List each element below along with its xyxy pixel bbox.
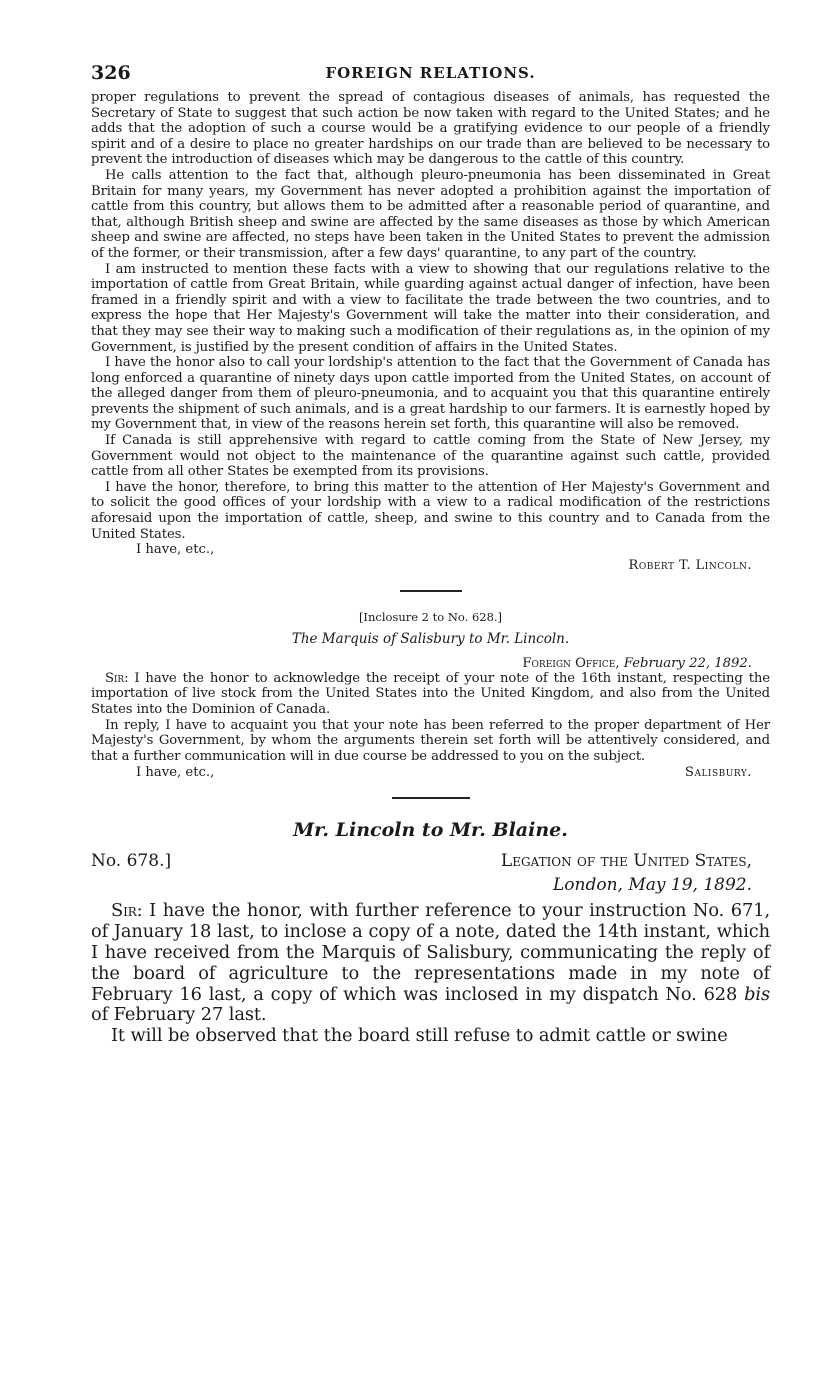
signature: Robert T. Lincoln. — [628, 557, 752, 573]
dispatch-place: Legation of the United States, — [500, 851, 752, 872]
body-paragraph: I have the honor, therefore, to bring this matter to the attention of Her Majesty's Government and to solicit the good offices of your lordship with a view to a radical modification of the restrictions aforesaid upon the importation of cattle, sheep, and swine to this country and to Canada from the United States. — [91, 479, 770, 542]
dispatch-heading — [91, 851, 770, 875]
section-divider — [392, 797, 470, 799]
letter-closing: I have, etc., — [136, 765, 215, 781]
letter-title: The Marquis of Salisbury to Mr. Lincoln. — [291, 630, 570, 647]
dispatch-body — [91, 901, 770, 1047]
dispatch-number: No. 678.] — [91, 851, 172, 872]
paragraph-text: of February 27 last. — [91, 1004, 267, 1026]
document-page — [91, 62, 770, 1047]
body-paragraph: proper regulations to prevent the spread of contagious diseases of animals, has requested the Secretary of State to suggest that such action be now taken with regard to the United States; and he adds that the adoption of such a course would be a gratifying evidence to our people of a friendly spirit and of a desire to place no greater hardships on our trade than are believed to be necessary to prevent the introduction of diseases which may be dangerous to the cattle of this country. — [91, 90, 770, 168]
body-paragraph: I have the honor also to call your lordship's attention to the fact that the Government of Canada has long enforced a quarantine of ninety days upon cattle imported from the United States, on account of the alleged danger from them of pleuro-pneumonia, and to acquaint you that this quarantine entirely prevents the shipment of such animals, and is a great hardship to our farmers. It is earnestly hoped by my Government that, in view of the reasons herein set forth, this quarantine will also be removed. — [91, 355, 770, 433]
letter-body — [91, 90, 770, 542]
letter-closing: I have, etc., — [136, 542, 215, 558]
paragraph-text: I have the honor to acknowledge the receipt of your note of the 16th instant, respecting the importation of live stock from the United States into the United Kingdom, and also from the United States into the Dominion of Canada. — [91, 670, 770, 717]
dispatch-date: London, May 19, 1892. — [552, 875, 752, 896]
inclosure-closing-row — [91, 764, 770, 782]
bis-word: bis — [744, 983, 770, 1005]
section-divider — [400, 590, 462, 592]
signature: Salisbury. — [684, 765, 752, 781]
paragraph-text: I have the honor, with further reference to your instruction No. 671, of January 18 last, to inclose a copy of a note, dated the 14th instant, which I have received from the Marquis of Salisbury, communicating the reply of the board of agriculture to the representations made in my note of February 16 last, a copy of which was inclosed in my dispatch No. 628 — [91, 900, 770, 1005]
body-paragraph: It will be observed that the board still refuse to admit cattle or swine — [111, 1025, 728, 1047]
dispatch-title: Mr. Lincoln to Mr. Blaine. — [293, 819, 568, 842]
page-header — [91, 62, 770, 90]
salutation: Sir: — [105, 670, 129, 686]
inclosure-body — [91, 671, 770, 765]
salutation: Sir: — [111, 900, 143, 922]
body-paragraph — [91, 671, 770, 718]
inclosure-label: [Inclosure 2 to No. 628.] — [358, 609, 503, 624]
body-paragraph: He calls attention to the fact that, although pleuro-pneumonia has been disseminated in Great Britain for many years, my Government has never adopted a prohibition against the importation of cattle from this country, but allows them to be admitted after a reasonable period of quarantine, and that, although British sheep and swine are affected by the same diseases as those by which American sheep and swine are affected, no steps have been taken in the United States to prevent the admission of the former, or their transmission, after a few days' quarantine, to any part of the country. — [91, 167, 770, 261]
body-paragraph — [91, 901, 770, 1026]
dateline-place: Foreign Office, — [522, 655, 620, 671]
body-paragraph: I am instructed to mention these facts with a view to showing that our regulations relative to the importation of cattle from Great Britain, while guarding against actual danger of infection, have been framed in a friendly spirit and with a view to facilitate the trade between the two countries, and to express the hope that Her Majesty's Government will take the matter into their consideration, and that they may see their way to making such a modification of their regulations as, in the opinion of my Government, is justified by the present condition of affairs in the United States. — [91, 261, 770, 355]
body-paragraph: In reply, I have to acquaint you that your note has been referred to the proper department of Her Majesty's Government, by whom the arguments therein set forth will be attentively considered, and that a further communication will in due course be addressed to you on the subject. — [91, 717, 770, 764]
running-title: FOREIGN RELATIONS. — [325, 64, 536, 82]
page-number: 326 — [91, 62, 131, 84]
dateline-date: February 22, 1892. — [623, 655, 752, 671]
body-paragraph: If Canada is still apprehensive with regard to cattle coming from the State of New Jersey, my Government would not object to the maintenance of the quarantine against such cattle, provided cattle from all other States be exempted from its provisions. — [91, 433, 770, 480]
dateline — [91, 656, 770, 671]
